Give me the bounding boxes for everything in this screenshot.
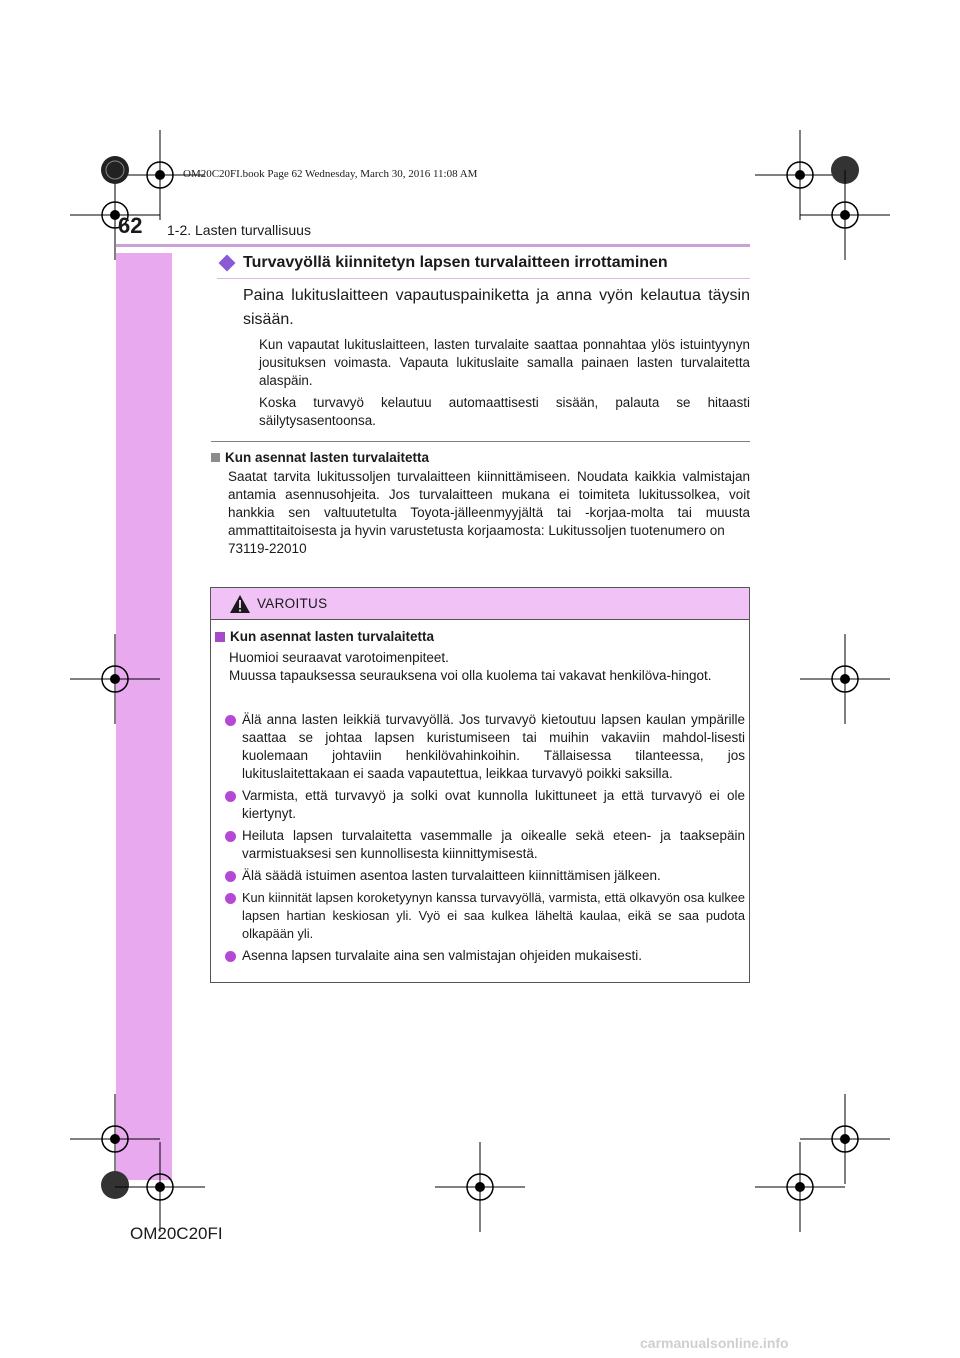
info-heading	[211, 450, 429, 465]
bullet-dot-icon	[225, 831, 236, 842]
warning-bullet-text: Kun kiinnität lapsen koroketyynyn kanssa turvavyöllä, varmista, että olkavyön osa kulkee lapsen hartian keskiosan yli. Vyö ei saa kulkea läheltä kaulaa, eikä se saa pudota olkapään yli.	[242, 890, 745, 941]
note-paragraph: Koska turvavyö kelautuu automaattisesti sisään, palauta se hitaasti säilytysasentoonsa.	[259, 395, 750, 428]
footer-model-code: OM20C20FI	[130, 1224, 223, 1243]
diamond-icon	[219, 255, 236, 272]
warning-triangle-icon	[229, 594, 251, 614]
bullet-dot-icon	[225, 951, 236, 962]
warning-heading-text: Kun asennat lasten turvalaitetta	[230, 629, 435, 644]
info-body	[228, 468, 750, 558]
crop-mark-bottom-center	[435, 1142, 525, 1232]
warning-intro	[229, 649, 744, 685]
bullet-dot-icon	[225, 791, 236, 802]
page-number: 62	[118, 213, 143, 238]
crop-mark-bottom-left-inner	[115, 1142, 205, 1232]
watermark: carmanualsonline.info	[640, 1335, 789, 1351]
warning-header	[211, 588, 749, 620]
warning-intro-line: Huomioi seuraavat varotoimenpiteet.	[229, 650, 449, 665]
warning-bullet	[225, 947, 745, 965]
section-divider	[211, 441, 750, 442]
bullet-dot-icon	[225, 715, 236, 726]
info-heading-text: Kun asennat lasten turvalaitetta	[225, 450, 430, 465]
crop-mark-bottom-right	[800, 1094, 890, 1184]
warning-box	[210, 587, 750, 983]
warning-label: VAROITUS	[257, 596, 328, 611]
subsection-heading	[217, 254, 750, 279]
header-rule	[116, 244, 750, 247]
warning-intro-line: Muussa tapauksessa seurauksena voi olla kuolema tai vakavat henkilöva-hingot.	[229, 668, 712, 683]
warning-bullet-text: Älä anna lasten leikkiä turvavyöllä. Jos turvavyö kietoutuu lapsen kaulan ympärille saattaa se johtaa lapsen kuristumiseen tai muihin vakaviin mahdol-lisesti kuolemaan johtaviin henkilövahinkoihin. Tällaisessa tilanteessa, jos lukituslaitettakaan ei saada vapautettua, leikkaa turvavyö poikki saksilla.	[242, 712, 745, 781]
info-body-text: Saatat tarvita lukitussoljen turvalaitteen kiinnittämiseen. Noudata kaikkia valmistajan antamia asennusohjeita. Jos turvalaitteen mukana ei toimiteta lukitussolkea, voit hankkia sen valtuutetulta Toyota-jälleenmyyjältä tai -korjaa-molta tai muusta ammattitaitoisesta ja hyvin varustetusta korjaamosta: Lukitussoljen tuotenumero on	[228, 469, 750, 538]
warning-bullet-text: Varmista, että turvavyö ja solki ovat kunnolla lukittuneet ja että turvavyö ei ole kiertynyt.	[242, 788, 745, 821]
part-number: 73119-22010	[228, 541, 307, 556]
warning-bullet	[225, 711, 745, 783]
warning-bullet-text: Älä säädä istuimen asentoa lasten turvalaitteen kiinnittämisen jälkeen.	[242, 868, 661, 883]
warning-bullet	[225, 827, 745, 863]
warning-bullet	[225, 787, 745, 823]
warning-bullet-text: Heiluta lapsen turvalaitetta vasemmalle ja oikealle sekä eteen- ja taaksepäin varmistuaksesi sen kunnollisesta kiinnittymisestä.	[242, 828, 745, 861]
crop-mark-right-middle	[800, 634, 890, 724]
bullet-dot-icon	[225, 871, 236, 882]
crop-mark-right-top	[800, 170, 890, 260]
warning-bullet	[225, 867, 745, 885]
bullet-dot-icon	[225, 893, 236, 904]
square-bullet-icon	[215, 632, 225, 642]
main-instruction: Paina lukituslaitteen vapautuspainiketta ja anna vyön kelautua täysin sisään.	[243, 287, 750, 328]
section-title: 1-2. Lasten turvallisuus	[167, 222, 311, 238]
book-info: OM20C20FI.book Page 62 Wednesday, March 30, 2016 11:08 AM	[183, 168, 478, 180]
registration-target-top-left	[100, 155, 130, 185]
subsection-title: Turvavyöllä kiinnitetyn lapsen turvalaitteen irrottaminen	[243, 254, 668, 271]
warning-bullet	[225, 889, 745, 943]
warning-heading	[215, 629, 434, 644]
square-bullet-icon	[211, 453, 220, 462]
note-paragraph: Kun vapautat lukituslaitteen, lasten turvalaite saattaa ponnahtaa ylös istuintyynyn jousituksen voimasta. Vapauta lukituslaite samalla painaen lasten turvalaitetta alaspäin.	[259, 337, 750, 388]
crop-mark-left-middle	[70, 634, 160, 724]
warning-bullet-text: Asenna lapsen turvalaite aina sen valmistajan ohjeiden mukaisesti.	[242, 948, 642, 963]
